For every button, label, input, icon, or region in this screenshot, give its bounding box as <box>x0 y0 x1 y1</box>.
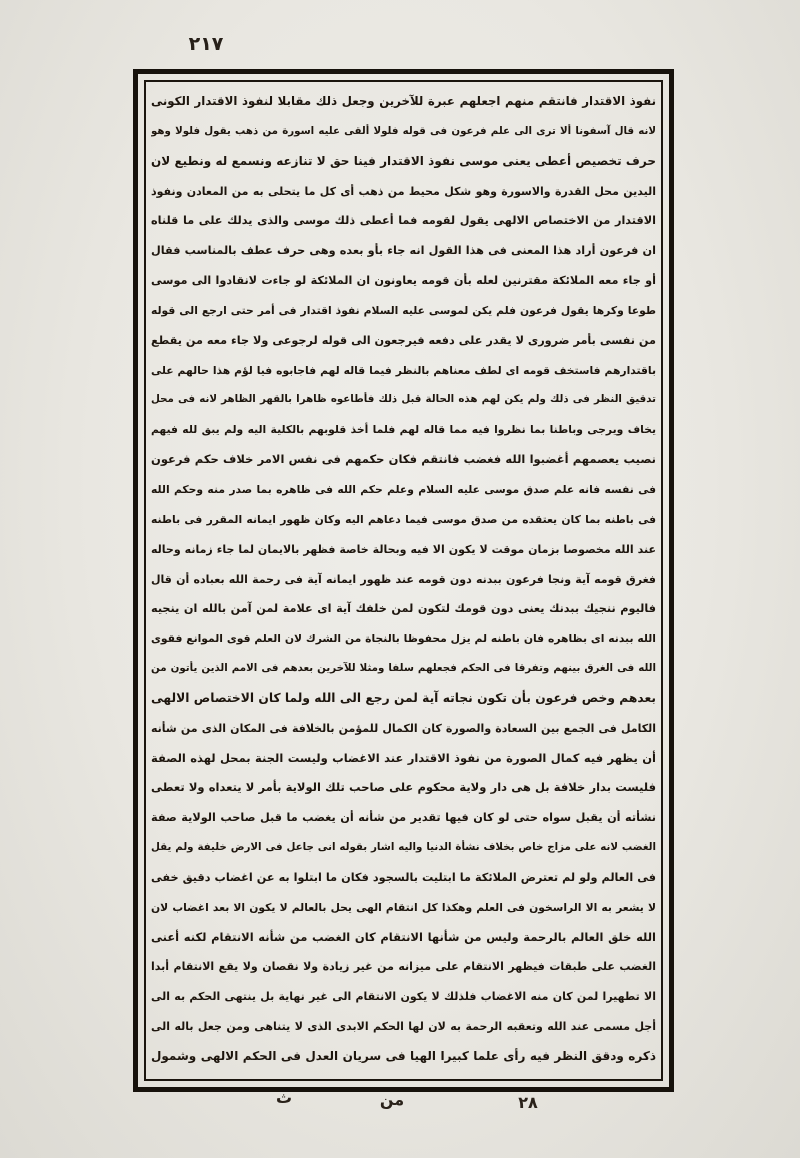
text-line: فغرق قومه آية ونجا فرعون ببدنه دون قومه عند ظهور ايمانه آية فى رحمة الله بعباده أن قال <box>151 572 656 586</box>
text-line: حرف تخصيص أعطى يعنى موسى نفوذ الاقتدار فينا حق لا تنازعه ونسمع له ونطيع لان <box>151 153 656 168</box>
text-line: الغضب لانه على مزاج خاص بخلاف نشأة الدنيا واليه اشار بقوله انى جاعل فى الارض خليفة ولم يقل <box>151 841 656 854</box>
text-line: تدقيق النظر فى ذلك ولم يكن لهم هذه الحالة قبل ذلك فأطاعوه ظاهرا بالقهر الظاهر لانه فى محل <box>151 393 656 406</box>
text-frame-inner-border <box>144 80 663 1081</box>
text-line: لانه قال آسفونا ألا ترى الى علم فرعون فى قوله فلولا ألقى عليه اسورة من ذهب يقول فلولا وهو <box>151 124 656 137</box>
text-line: فى نفسه فانه علم صدق موسى عليه السلام وعلم حكم الله فى ظاهره بما صدر منه وحكم الله <box>151 482 656 496</box>
body-text-block <box>151 87 656 1072</box>
text-line: الله خلق العالم بالرحمة وليس من شأنها الانتقام كان الغضب من شأنه الانتقام لكنه أعنى <box>151 929 656 944</box>
text-line: الله ببدنه اى بظاهره فان باطنه لم يزل محفوظا بالنجاة من الشرك لان العلم قوى الموانع فقوى <box>151 632 656 646</box>
text-line: طوعا وكرها يقول فرعون فلم يكن لموسى عليه السلام نفوذ اقتدار فى أمر حتى ارجع الى قوله <box>151 303 656 317</box>
text-line: الاقتدار من الاختصاص الالهى يقول لقومه فما أعطى ذلك موسى والذى يدلك على ما قلناه <box>151 214 656 228</box>
text-line: ان فرعون أراد هذا المعنى فى هذا القول انه جاء بأو بعده وهى حرف عطف بالمناسب فقال <box>151 244 656 258</box>
text-line: الا تطهيرا لمن كان منه الاغضاب فلذلك لا يكون الانتقام الى غير نهاية بل ينتهى الحكم به الى <box>151 990 656 1004</box>
text-line: نفوذ الاقتدار فانتقم منهم اجعلهم عبرة للآخرين وجعل ذلك مقابلا لنفوذ الاقتدار الكونى <box>151 94 656 108</box>
text-line: فى العالم ولو لم تعترض الملائكة ما ابتليت بالسجود فكان ما ابتلوا به عن اغضاب دقيق خفى <box>151 870 656 884</box>
text-line: ذكره ودقق النظر فيه رأى علما كبيرا الهيا فى سريان العدل فى الحكم الالهى وشمول <box>151 1049 656 1063</box>
text-line: أن يظهر فيه كمال الصورة من نفوذ الاقتدار عند الاغضاب وليست الجنة بمحل لهذه الصفة <box>151 750 656 765</box>
text-line: الكامل فى الجمع بين السعادة والصورة كان الكمال للمؤمن بالخلافة فى المكان الذى من شأنه <box>151 721 656 735</box>
text-line: باقتدارهم فاستخف قومه اى لطف معناهم بالنظر فيما قاله لهم فاجابوه فيا لؤم هذا حالهم على <box>151 363 656 377</box>
text-line: أو جاء معه الملائكة مقترنين لعله بأن قومه يعاونون ان الملائكة لو جاءت لانقادوا الى موسى <box>151 274 656 288</box>
text-line: يخاف ويرجى وباطنا بما نظروا فيه مما قاله لهم فلما أخذ قلوبهم بالكلية اليه ولم يبق لله فيهم <box>151 423 656 437</box>
text-line: اليدين محل القدرة والاسورة وهو شكل محيط من ذهب أى كل ما يتحلى به من المعادن ونفوذ <box>151 184 656 198</box>
text-line: نصيب يعصمهم أغضبوا الله فغضب فانتقم فكان حكمهم فى نفس الامر خلاف حكم فرعون <box>151 452 656 467</box>
catchword: من <box>379 1090 405 1109</box>
text-line: أجل مسمى عند الله وتعقبه الرحمة به لان لها الحكم الابدى الذى لا يتناهى ومن جعل باله الى <box>151 1020 656 1034</box>
text-line: عند الله مخصوصا بزمان موقت لا يكون الا فيه وبحالة خاصة فظهر بالايمان لما جاء زمانه وحاله <box>151 542 656 556</box>
text-line: فى باطنه بما كان يعتقده من صدق موسى فيما دعاهم اليه وكان ظهور ايمانه المقرر فى باطنه <box>151 512 656 526</box>
text-line: بعدهم وخص فرعون بأن تكون نجاته آية لمن رجع الى الله ولما كان الاختصاص الالهى <box>151 690 656 705</box>
text-line: الله فى الغرق بينهم وتفرقا فى الحكم فجعلهم سلفا ومثلا للآخرين بعدهم فى الامم الذين يأتون من <box>151 662 656 675</box>
text-line: فاليوم ننجيك ببدنك يعنى دون قومك لتكون لمن خلفك آية اى علامة لمن آمن بالله ان ينجيه <box>151 602 656 616</box>
signature-number: ٢٨ <box>518 1093 538 1112</box>
text-line: الغضب على طبقات فيظهر الانتقام على ميزانه من غير زيادة ولا نقصان ولا يقع الانتقام أبدا <box>151 960 656 974</box>
text-frame-outer-border <box>133 69 674 1092</box>
page-number: ٢١٧ <box>188 33 224 55</box>
text-line: لا يشعر به الا الراسخون فى العلم وهكذا كل انتقام الهى يحل بالعالم لا يكون الا بعد اغضاب لان <box>151 900 656 914</box>
text-line: من نفسى بأمر ضرورى لا يقدر على دفعه فيرجعون الى قوله لرجوعى ولا جاء معه من يقطع <box>151 333 656 347</box>
text-line: نشأته أن يقبل سواه حتى لو كان فيها تقدير من شأنه أن يغضب ما قبل صاحب الولاية صفة <box>151 811 656 825</box>
quire-mark: ث <box>275 1088 293 1107</box>
text-line: فليست بدار خلافة بل هى دار ولاية محكوم على صاحب تلك الولاية بأمر لا يتعداه ولا تعطى <box>151 780 656 795</box>
